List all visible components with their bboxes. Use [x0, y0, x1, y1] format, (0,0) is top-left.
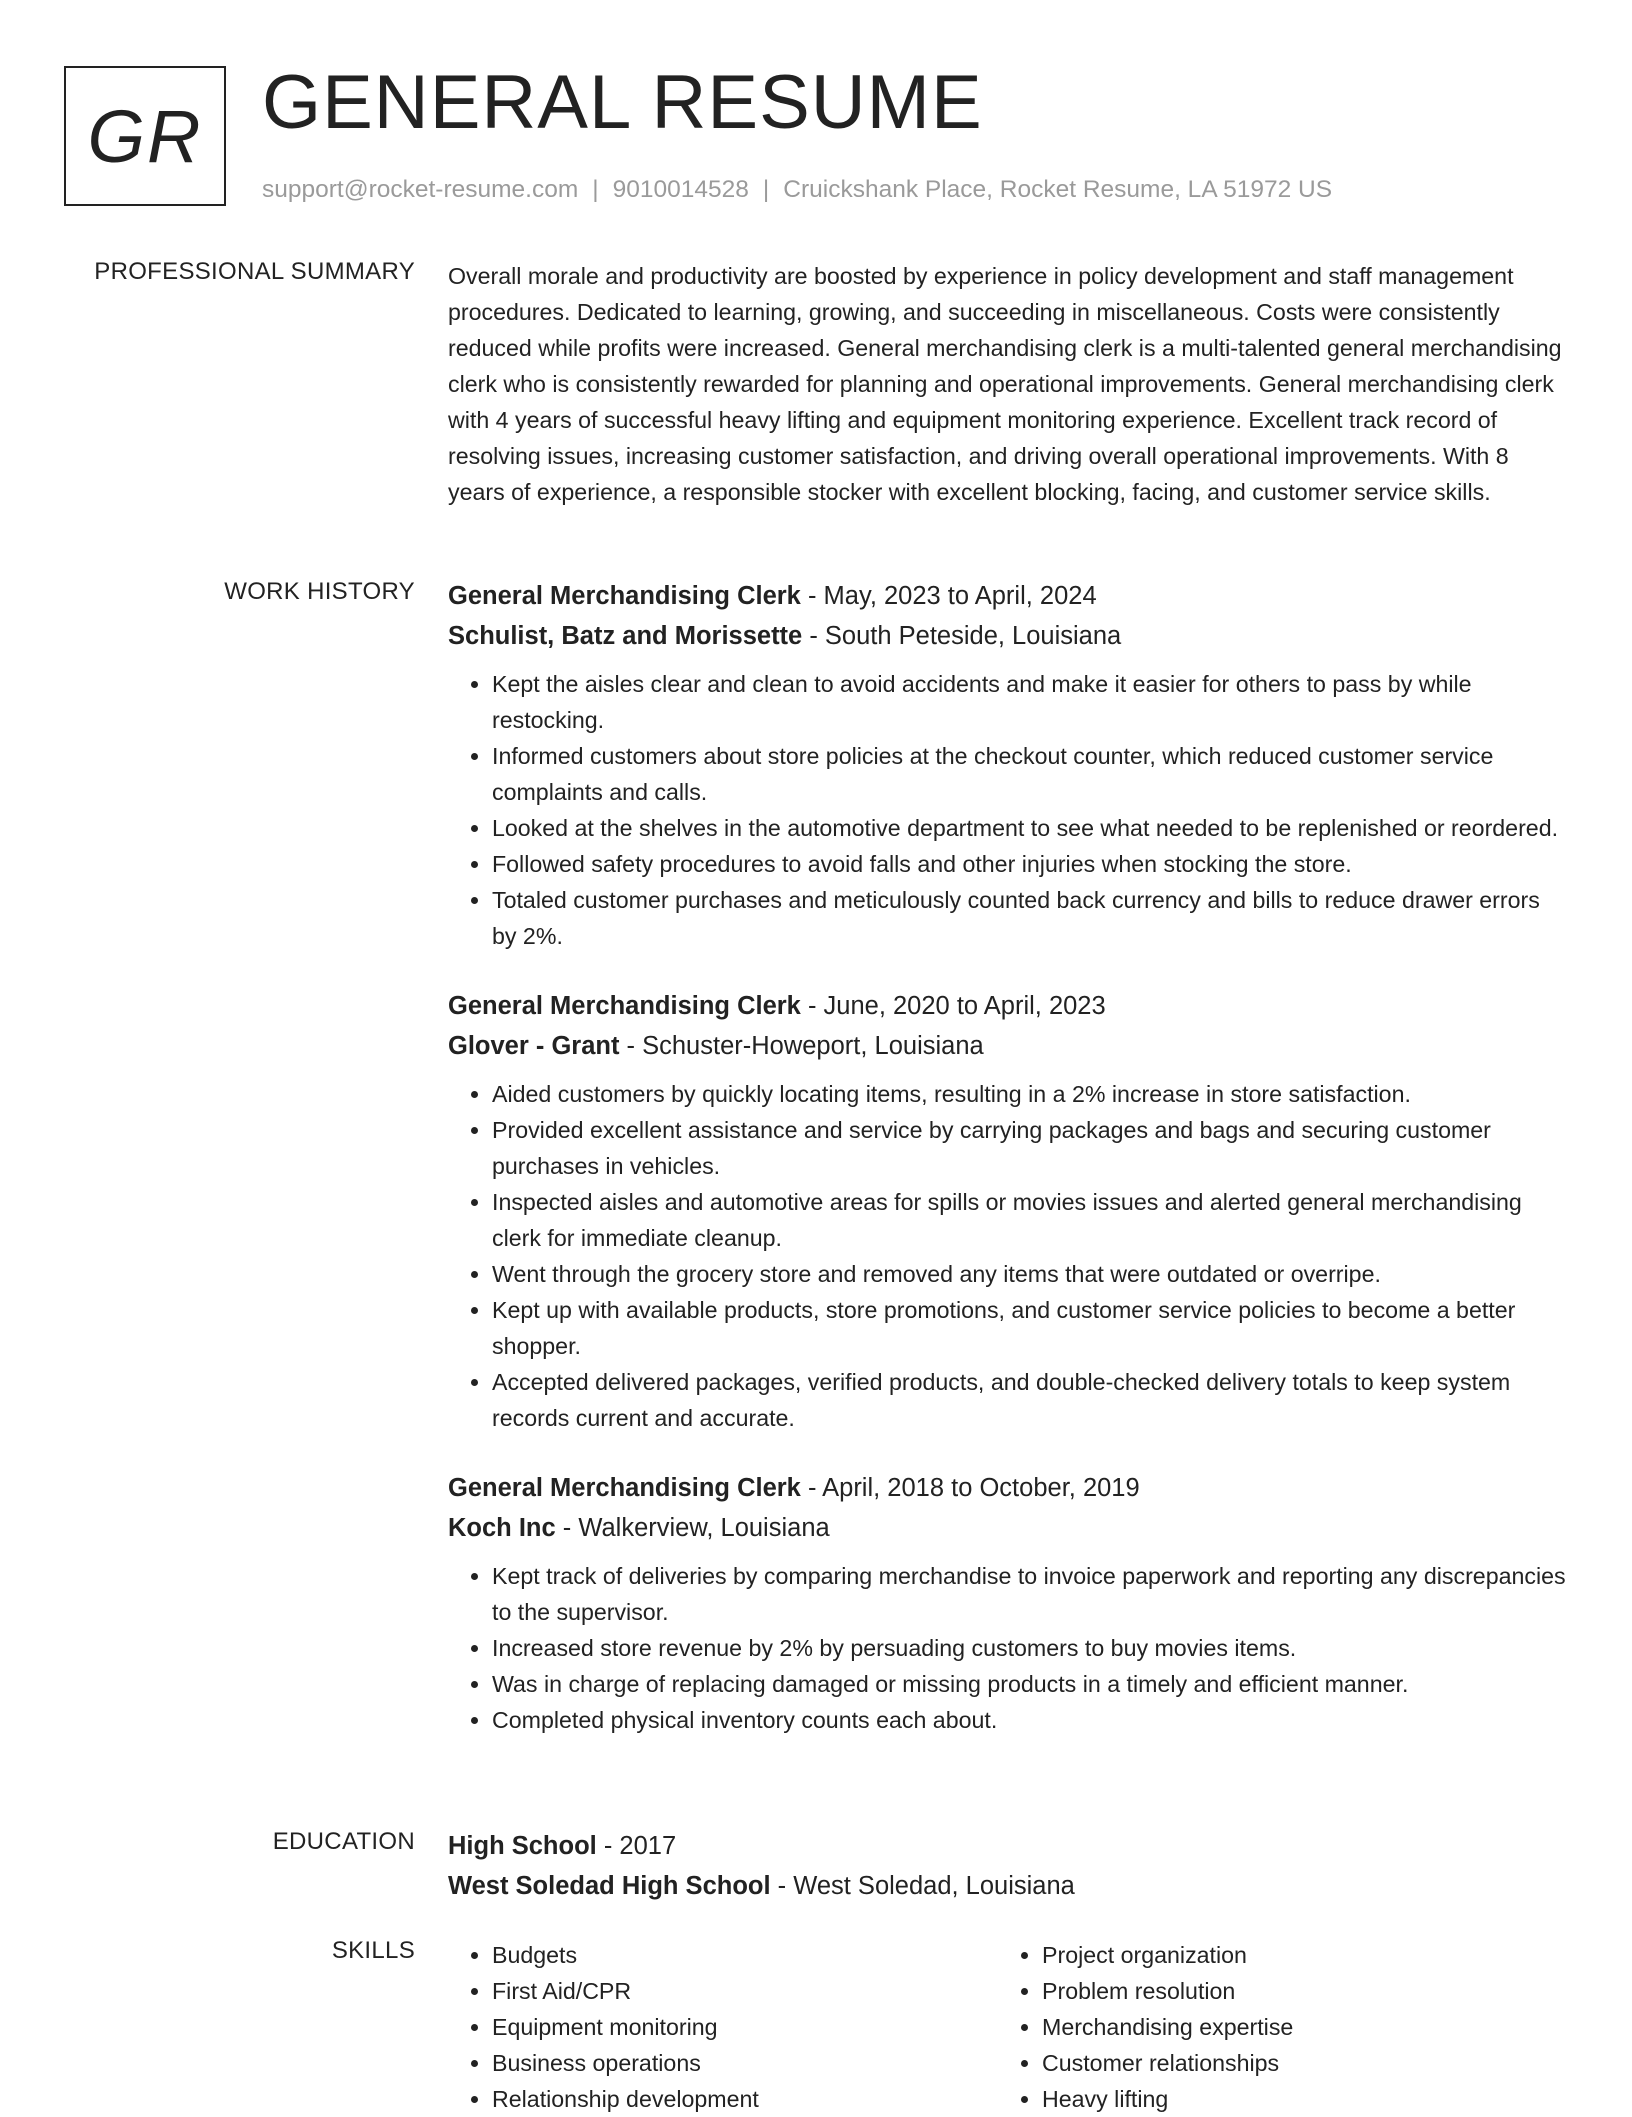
contact-separator: |	[762, 176, 770, 203]
job-bullet: • Aided customers by quickly locating items, resulting in a 2% increase in store satisfaction.	[492, 1076, 1566, 1112]
job-company: Glover - Grant	[448, 1032, 620, 1060]
job-title: General Merchandising Clerk	[448, 582, 801, 610]
job-dates: - April, 2018 to October, 2019	[800, 1474, 1140, 1502]
skills-heading: SKILLS	[331, 1937, 415, 1964]
job-bullet: • Accepted delivered packages, verified products, and double-checked delivery totals to keep system records current and accurate.	[492, 1364, 1566, 1436]
job-bullet: • Kept the aisles clear and clean to avoid accidents and make it easier for others to pass by while restocking.	[492, 666, 1566, 738]
job-bullet: • Inspected aisles and automotive areas for spills or movies issues and alerted general merchandising clerk for immediate cleanup.	[492, 1184, 1566, 1256]
job-title: General Merchandising Clerk	[448, 1474, 801, 1502]
skill-item: • Equipment monitoring	[492, 2009, 998, 2045]
job-bullet: • Was in charge of replacing damaged or missing products in a timely and efficient manner.	[492, 1666, 1566, 1702]
skills-columns	[448, 1937, 1566, 2117]
skills-body	[448, 1937, 1566, 2117]
monogram-box	[64, 66, 226, 206]
job-entry	[448, 1468, 1566, 1738]
job-title-line	[448, 1468, 1566, 1508]
skill-item: • Relationship development	[492, 2081, 998, 2117]
job-bullet: • Provided excellent assistance and service by carrying packages and bags and securing customer purchases in vehicles.	[492, 1112, 1566, 1184]
education-school: West Soledad High School	[448, 1872, 771, 1900]
job-bullet: • Kept up with available products, store promotions, and customer service policies to become a better shopper.	[492, 1292, 1566, 1364]
skill-item: • Budgets	[492, 1937, 998, 1973]
job-title-line	[448, 576, 1566, 616]
work-history-heading: WORK HISTORY	[224, 578, 415, 605]
contact-separator: |	[592, 176, 599, 203]
skill-item: • Project organization	[1042, 1937, 1548, 1973]
job-company-line	[448, 1508, 1566, 1548]
job-bullet: • Informed customers about store policies at the checkout counter, which reduced customer service complaints and calls.	[492, 738, 1566, 810]
skills-column-left	[448, 1937, 998, 2117]
skill-item: • First Aid/CPR	[492, 1973, 998, 2009]
job-bullet: • Followed safety procedures to avoid falls and other injuries when stocking the store.	[492, 846, 1566, 882]
job-company-line	[448, 616, 1566, 656]
skills-column-right	[998, 1937, 1548, 2117]
job-bullets	[448, 1076, 1566, 1436]
job-bullet: • Went through the grocery store and removed any items that were outdated or overripe.	[492, 1256, 1566, 1292]
resume-name: GENERAL RESUME	[262, 60, 983, 145]
education-body	[448, 1826, 1566, 1906]
monogram-initials: GR	[87, 94, 203, 178]
job-bullet: • Totaled customer purchases and meticulously counted back currency and bills to reduce drawer errors by 2%.	[492, 882, 1566, 954]
job-bullets	[448, 666, 1566, 954]
job-bullet: • Increased store revenue by 2% by persuading customers to buy movies items.	[492, 1630, 1566, 1666]
education-school-line	[448, 1866, 1566, 1906]
job-entry	[448, 576, 1566, 954]
job-dates: - May, 2023 to April, 2024	[800, 582, 1097, 610]
contact-line	[262, 176, 1332, 204]
skill-item: • Business operations	[492, 2045, 998, 2081]
job-company: Koch Inc	[448, 1514, 556, 1542]
education-heading: EDUCATION	[272, 1828, 415, 1855]
job-bullets	[448, 1558, 1566, 1738]
education-degree-line	[448, 1826, 1566, 1866]
job-bullet: • Completed physical inventory counts each about.	[492, 1702, 1566, 1738]
skill-item: • Merchandising expertise	[1042, 2009, 1548, 2045]
job-title-line	[448, 986, 1566, 1026]
skills-list	[998, 1937, 1548, 2117]
summary-text: Overall morale and productivity are boosted by experience in policy development and staff management procedures. Dedicated to learning, growing, and succeeding in miscellaneous. Costs were consistently reduced while profits were increased. General merchandising clerk is a multi-talented general merchandising clerk who is consistently rewarded for planning and operational improvements. General merchandising clerk with 4 years of successful heavy lifting and equipment monitoring experience. Excellent track record of resolving issues, increasing customer satisfaction, and driving overall operational improvements. With 8 years of experience, a responsible stocker with excellent blocking, facing, and customer service skills.	[448, 263, 1562, 505]
skill-item: • Problem resolution	[1042, 1973, 1548, 2009]
job-location: - Walkerview, Louisiana	[555, 1514, 830, 1542]
job-location: - Schuster-Howeport, Louisiana	[619, 1032, 984, 1060]
skills-list	[448, 1937, 998, 2117]
job-company: Schulist, Batz and Morissette	[448, 622, 803, 650]
job-company-line	[448, 1026, 1566, 1066]
job-title: General Merchandising Clerk	[448, 992, 801, 1020]
contact-address: Cruickshank Place, Rocket Resume, LA 51972 US	[783, 176, 1333, 203]
education-degree: High School	[448, 1832, 597, 1860]
job-bullet: • Kept track of deliveries by comparing merchandise to invoice paperwork and reporting any discrepancies to the supervisor.	[492, 1558, 1566, 1630]
skill-item: • Heavy lifting	[1042, 2081, 1548, 2117]
contact-email[interactable]: support@rocket-resume.com	[262, 176, 579, 203]
education-year: - 2017	[596, 1832, 677, 1860]
job-dates: - June, 2020 to April, 2023	[800, 992, 1106, 1020]
job-location: - South Peteside, Louisiana	[802, 622, 1122, 650]
education-location: - West Soledad, Louisiana	[770, 1872, 1075, 1900]
work-history-body	[448, 576, 1566, 1738]
job-entry	[448, 986, 1566, 1436]
summary-body	[448, 258, 1566, 510]
summary-heading: PROFESSIONAL SUMMARY	[94, 258, 415, 285]
job-bullet: • Looked at the shelves in the automotive department to see what needed to be replenished or reordered.	[492, 810, 1566, 846]
skill-item: • Customer relationships	[1042, 2045, 1548, 2081]
contact-phone[interactable]: 9010014528	[612, 176, 749, 203]
